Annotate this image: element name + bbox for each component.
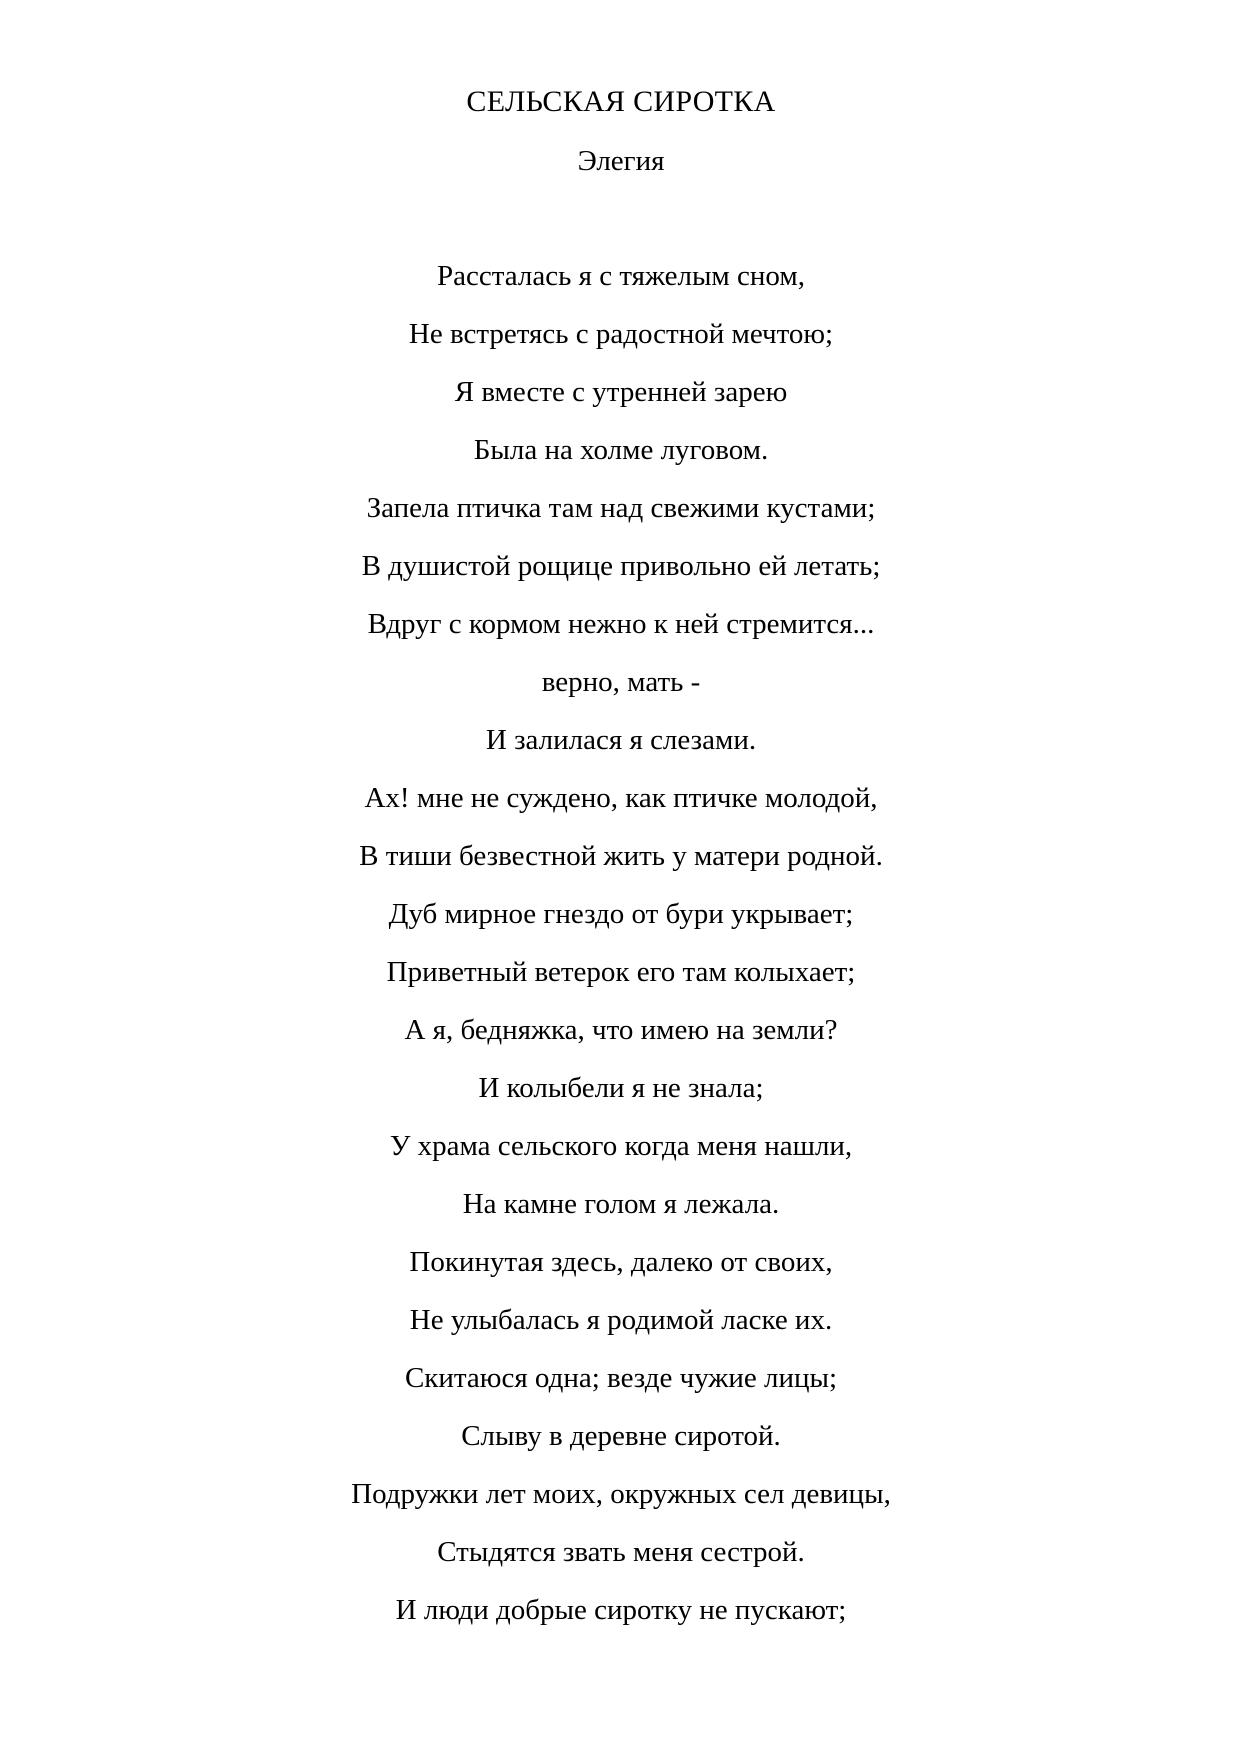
poem-line: И колыбели я не знала; <box>478 1072 764 1104</box>
poem-line: А я, бедняжка, что имею на земли? <box>404 1014 838 1046</box>
poem-line: Запела птичка там над свежими кустами; <box>366 492 876 524</box>
poem-line: И залилася я слезами. <box>485 724 757 756</box>
poem-line: Была на холме луговом. <box>473 434 769 466</box>
poem-line: Покинутая здесь, далеко от своих, <box>409 1246 833 1278</box>
poem-line: Я вместе с утренней зарею <box>454 376 788 408</box>
poem-line: У храма сельского когда меня нашли, <box>389 1130 853 1162</box>
poem-line: Подружки лет моих, окружных сел девицы, <box>351 1478 891 1510</box>
poem-line: Стыдятся звать меня сестрой. <box>437 1536 805 1568</box>
poem-line: Приветный ветерок его там колыхает; <box>386 956 856 988</box>
poem-line: Не улыбалась я родимой ласке их. <box>409 1304 833 1336</box>
poem-line: В душистой рощице привольно ей летать; <box>361 550 881 582</box>
poem-title: СЕЛЬСКАЯ СИРОТКА <box>466 85 776 118</box>
poem-subtitle: Элегия <box>577 145 665 177</box>
poem-line: В тиши безвестной жить у матери родной. <box>359 840 883 872</box>
poem-line: Ах! мне не суждено, как птичке молодой, <box>364 782 878 814</box>
poem-line: Дуб мирное гнездо от бури укрывает; <box>388 898 854 930</box>
poem-line: Скитаюся одна; везде чужие лицы; <box>404 1362 838 1394</box>
poem-line: Не встретясь с радостной мечтою; <box>408 318 834 350</box>
poem-line: И люди добрые сиротку не пускают; <box>395 1594 847 1626</box>
poem-line: Слыву в деревне сиротой. <box>461 1420 781 1452</box>
poem-line: Вдруг с кормом нежно к ней стремится... <box>367 608 875 640</box>
poem-body <box>0 256 1242 1648</box>
poem-line: верно, мать - <box>541 666 701 698</box>
poem-line: На камне голом я лежала. <box>462 1188 780 1220</box>
poem-line: Рассталась я с тяжелым сном, <box>437 260 805 292</box>
